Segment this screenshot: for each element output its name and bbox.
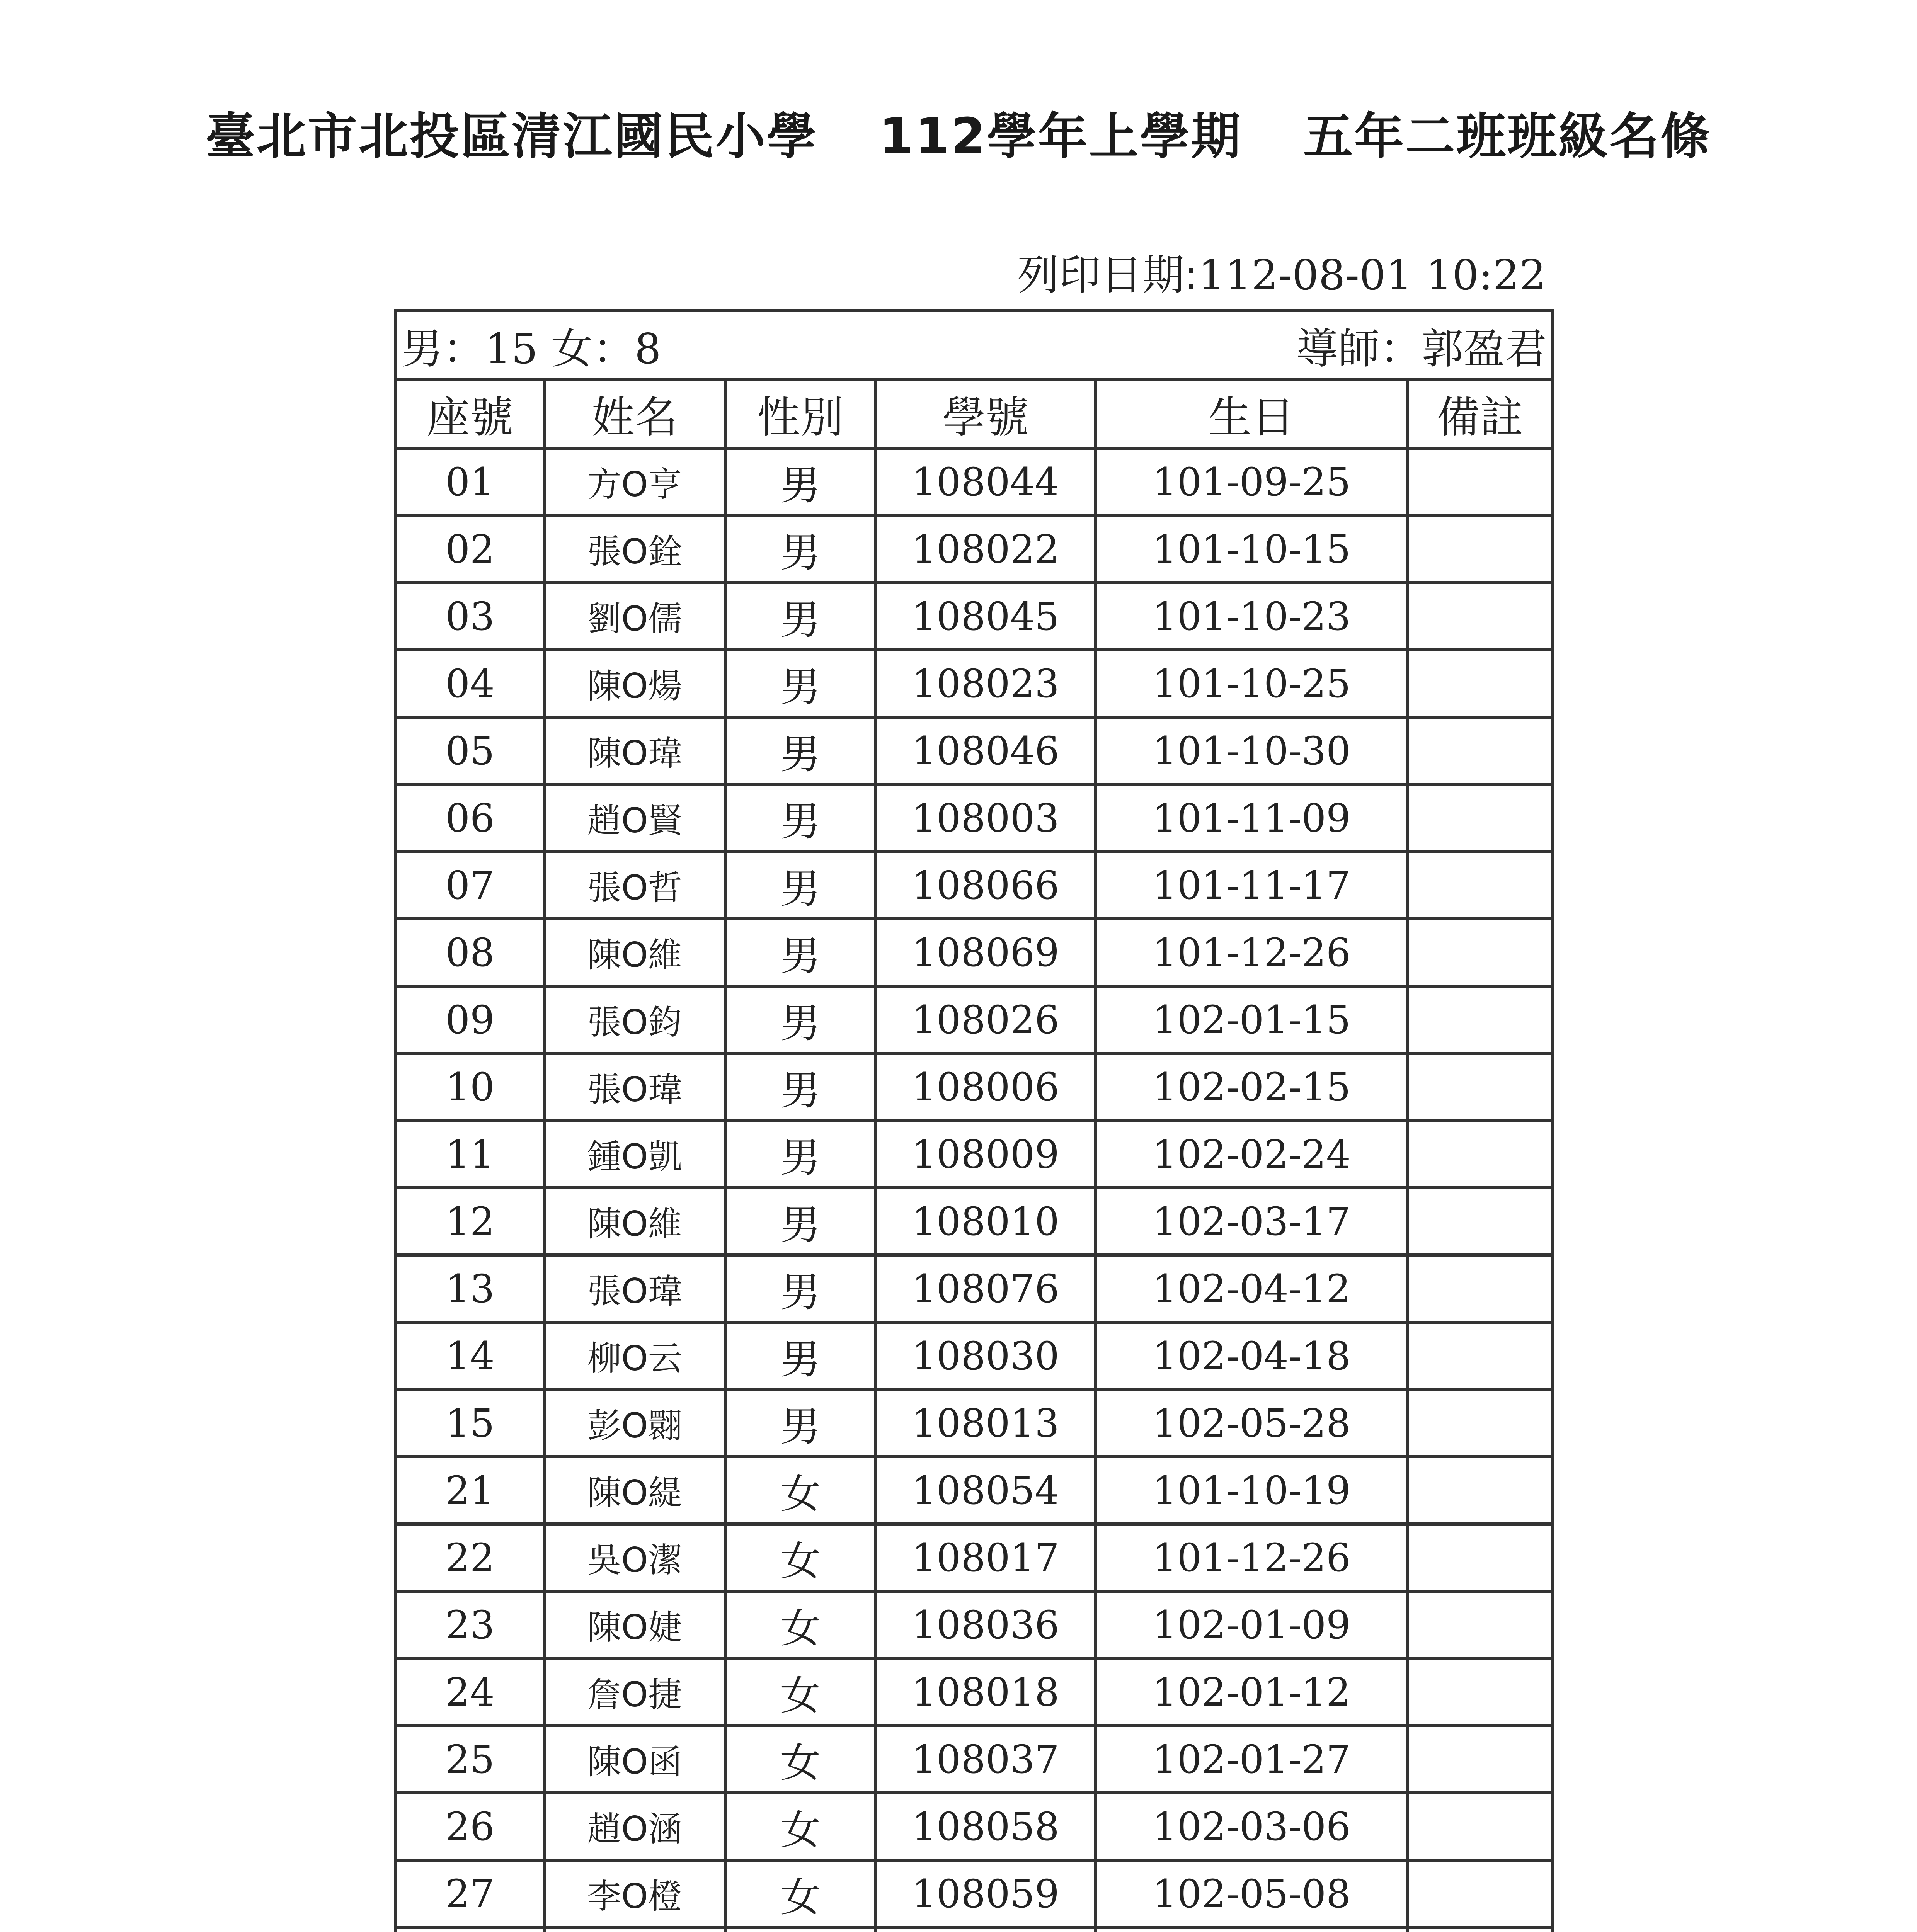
birthday-cell: 102-01-12 <box>1096 1658 1408 1726</box>
seat-cell: 26 <box>396 1793 544 1860</box>
gender-cell: 男 <box>725 1389 875 1457</box>
name-cell: 趙O涵 <box>544 1793 725 1860</box>
name-cell: 陳O函 <box>544 1726 725 1793</box>
gender-cell: 男 <box>725 583 875 650</box>
roster-body <box>396 448 1552 1932</box>
name-cell: 陳O維 <box>544 919 725 986</box>
seat-cell: 06 <box>396 784 544 852</box>
birthday-cell: 102-01-09 <box>1096 1591 1408 1658</box>
table-row <box>396 1927 1552 1932</box>
birthday-cell: 102-05-08 <box>1096 1860 1408 1927</box>
student-id-cell: 108058 <box>875 1793 1095 1860</box>
table-row <box>396 1188 1552 1255</box>
table-row <box>396 1457 1552 1524</box>
table-row <box>396 515 1552 583</box>
gender-cell: 男 <box>725 986 875 1053</box>
seat-cell: 24 <box>396 1658 544 1726</box>
seat-cell: 27 <box>396 1860 544 1927</box>
note-cell <box>1408 986 1552 1053</box>
seat-cell: 09 <box>396 986 544 1053</box>
name-cell: 陳O婕 <box>544 1591 725 1658</box>
table-row <box>396 1658 1552 1726</box>
note-cell <box>1408 1793 1552 1860</box>
birthday-cell: 101-12-26 <box>1096 919 1408 986</box>
seat-cell: 21 <box>396 1457 544 1524</box>
name-cell: 彭O翾 <box>544 1389 725 1457</box>
student-id-cell: 108026 <box>875 986 1095 1053</box>
gender-cell: 女 <box>725 1457 875 1524</box>
male-count: 15 <box>485 325 538 373</box>
teacher-info <box>875 311 1552 379</box>
table-row <box>396 650 1552 717</box>
male-label: 男： <box>401 325 485 373</box>
seat-cell: 10 <box>396 1053 544 1121</box>
birthday-cell: 102-04-12 <box>1096 1255 1408 1322</box>
name-cell: 柳O云 <box>544 1322 725 1389</box>
seat-cell: 01 <box>396 448 544 515</box>
print-date <box>1017 242 1546 301</box>
gender-cell: 女 <box>725 1860 875 1927</box>
name-cell: 張O瑋 <box>544 1255 725 1322</box>
table-row <box>396 1389 1552 1457</box>
female-count: 8 <box>634 325 661 373</box>
gender-cell: 男 <box>725 448 875 515</box>
header-note: 備註 <box>1408 379 1552 448</box>
table-row <box>396 1726 1552 1793</box>
roster-title: 五年二班班級名條 <box>1303 108 1712 165</box>
seat-cell: 02 <box>396 515 544 583</box>
birthday-cell <box>1096 1927 1408 1932</box>
header-seat: 座號 <box>396 379 544 448</box>
name-cell: 張O銓 <box>544 515 725 583</box>
name-cell: 陳O煬 <box>544 650 725 717</box>
name-cell: 李O橙 <box>544 1860 725 1927</box>
teacher-label: 導師： <box>1296 325 1422 373</box>
birthday-cell: 101-10-30 <box>1096 717 1408 784</box>
note-cell <box>1408 1389 1552 1457</box>
birthday-cell: 102-03-17 <box>1096 1188 1408 1255</box>
summary-row <box>396 311 1552 379</box>
table-row <box>396 1255 1552 1322</box>
gender-cell: 男 <box>725 1255 875 1322</box>
header-name: 姓名 <box>544 379 725 448</box>
school-name: 臺北市北投區清江國民小學 <box>205 108 818 165</box>
roster-table <box>394 309 1554 1932</box>
birthday-cell: 102-01-15 <box>1096 986 1408 1053</box>
birthday-cell: 101-12-26 <box>1096 1524 1408 1591</box>
seat-cell <box>396 1927 544 1932</box>
seat-cell: 04 <box>396 650 544 717</box>
table-row <box>396 1053 1552 1121</box>
note-cell <box>1408 852 1552 919</box>
gender-cell <box>725 1927 875 1932</box>
note-cell <box>1408 1860 1552 1927</box>
gender-cell: 男 <box>725 1121 875 1188</box>
note-cell <box>1408 1927 1552 1932</box>
header-gender: 性別 <box>725 379 875 448</box>
birthday-cell: 101-10-23 <box>1096 583 1408 650</box>
student-id-cell <box>875 1927 1095 1932</box>
birthday-cell: 101-09-25 <box>1096 448 1408 515</box>
table-row <box>396 1121 1552 1188</box>
note-cell <box>1408 784 1552 852</box>
birthday-cell: 102-04-18 <box>1096 1322 1408 1389</box>
female-label: 女： <box>551 325 635 373</box>
birthday-cell: 101-10-15 <box>1096 515 1408 583</box>
seat-cell: 14 <box>396 1322 544 1389</box>
seat-cell: 22 <box>396 1524 544 1591</box>
student-id-cell: 108022 <box>875 515 1095 583</box>
name-cell: 張O鈞 <box>544 986 725 1053</box>
name-cell: 陳O維 <box>544 1188 725 1255</box>
student-id-cell: 108044 <box>875 448 1095 515</box>
print-date-value: 112-08-01 10:22 <box>1198 251 1546 299</box>
seat-cell: 25 <box>396 1726 544 1793</box>
name-cell: 方O亨 <box>544 448 725 515</box>
gender-cell: 男 <box>725 852 875 919</box>
student-id-cell: 108076 <box>875 1255 1095 1322</box>
note-cell <box>1408 1322 1552 1389</box>
gender-cell: 男 <box>725 515 875 583</box>
seat-cell: 11 <box>396 1121 544 1188</box>
name-cell: 陳O緹 <box>544 1457 725 1524</box>
gender-cell: 男 <box>725 650 875 717</box>
seat-cell: 13 <box>396 1255 544 1322</box>
note-cell <box>1408 1255 1552 1322</box>
note-cell <box>1408 919 1552 986</box>
name-cell: 陳O瑋 <box>544 717 725 784</box>
print-date-label: 列印日期: <box>1017 251 1199 299</box>
table-row <box>396 1591 1552 1658</box>
seat-cell: 12 <box>396 1188 544 1255</box>
header-row <box>396 379 1552 448</box>
gender-cell: 男 <box>725 919 875 986</box>
name-cell: 鍾O凱 <box>544 1121 725 1188</box>
seat-cell: 15 <box>396 1389 544 1457</box>
student-id-cell: 108030 <box>875 1322 1095 1389</box>
gender-cell: 男 <box>725 1322 875 1389</box>
document-title <box>0 97 1917 168</box>
name-cell: 張O瑋 <box>544 1053 725 1121</box>
student-id-cell: 108066 <box>875 852 1095 919</box>
name-cell: 趙O賢 <box>544 784 725 852</box>
table-row <box>396 717 1552 784</box>
seat-cell: 05 <box>396 717 544 784</box>
birthday-cell: 101-11-17 <box>1096 852 1408 919</box>
student-id-cell: 108036 <box>875 1591 1095 1658</box>
table-row <box>396 1860 1552 1927</box>
gender-cell: 女 <box>725 1793 875 1860</box>
student-id-cell: 108054 <box>875 1457 1095 1524</box>
gender-cell: 女 <box>725 1524 875 1591</box>
gender-cell: 女 <box>725 1726 875 1793</box>
birthday-cell: 101-10-19 <box>1096 1457 1408 1524</box>
note-cell <box>1408 515 1552 583</box>
note-cell <box>1408 448 1552 515</box>
student-id-cell: 108017 <box>875 1524 1095 1591</box>
student-id-cell: 108045 <box>875 583 1095 650</box>
note-cell <box>1408 1053 1552 1121</box>
student-id-cell: 108037 <box>875 1726 1095 1793</box>
table-row <box>396 1793 1552 1860</box>
note-cell <box>1408 583 1552 650</box>
table-row <box>396 1524 1552 1591</box>
seat-cell: 08 <box>396 919 544 986</box>
term-label: 112學年上學期 <box>879 108 1242 165</box>
gender-cell: 男 <box>725 1188 875 1255</box>
name-cell: 劉O儒 <box>544 583 725 650</box>
student-id-cell: 108059 <box>875 1860 1095 1927</box>
teacher-name: 郭盈君 <box>1421 325 1547 373</box>
table-row <box>396 784 1552 852</box>
note-cell <box>1408 1188 1552 1255</box>
gender-cell: 女 <box>725 1591 875 1658</box>
table-row <box>396 583 1552 650</box>
table-row <box>396 448 1552 515</box>
note-cell <box>1408 650 1552 717</box>
student-id-cell: 108009 <box>875 1121 1095 1188</box>
student-id-cell: 108018 <box>875 1658 1095 1726</box>
note-cell <box>1408 1658 1552 1726</box>
gender-cell: 男 <box>725 784 875 852</box>
gender-cell: 男 <box>725 717 875 784</box>
note-cell <box>1408 1591 1552 1658</box>
seat-cell: 03 <box>396 583 544 650</box>
gender-counts <box>396 311 875 379</box>
gender-cell: 女 <box>725 1658 875 1726</box>
note-cell <box>1408 1457 1552 1524</box>
name-cell: 詹O捷 <box>544 1658 725 1726</box>
note-cell <box>1408 1524 1552 1591</box>
note-cell <box>1408 1121 1552 1188</box>
table-row <box>396 852 1552 919</box>
student-id-cell: 108010 <box>875 1188 1095 1255</box>
gender-cell: 男 <box>725 1053 875 1121</box>
note-cell <box>1408 717 1552 784</box>
header-student-id: 學號 <box>875 379 1095 448</box>
table-row <box>396 986 1552 1053</box>
birthday-cell: 102-02-24 <box>1096 1121 1408 1188</box>
name-cell <box>544 1927 725 1932</box>
table-row <box>396 1322 1552 1389</box>
birthday-cell: 102-03-06 <box>1096 1793 1408 1860</box>
student-id-cell: 108069 <box>875 919 1095 986</box>
birthday-cell: 101-11-09 <box>1096 784 1408 852</box>
table-row <box>396 919 1552 986</box>
name-cell: 張O哲 <box>544 852 725 919</box>
student-id-cell: 108003 <box>875 784 1095 852</box>
birthday-cell: 101-10-25 <box>1096 650 1408 717</box>
student-id-cell: 108023 <box>875 650 1095 717</box>
header-birthday: 生日 <box>1096 379 1408 448</box>
name-cell: 吳O潔 <box>544 1524 725 1591</box>
student-id-cell: 108046 <box>875 717 1095 784</box>
seat-cell: 23 <box>396 1591 544 1658</box>
birthday-cell: 102-02-15 <box>1096 1053 1408 1121</box>
seat-cell: 07 <box>396 852 544 919</box>
birthday-cell: 102-01-27 <box>1096 1726 1408 1793</box>
student-id-cell: 108013 <box>875 1389 1095 1457</box>
note-cell <box>1408 1726 1552 1793</box>
birthday-cell: 102-05-28 <box>1096 1389 1408 1457</box>
student-id-cell: 108006 <box>875 1053 1095 1121</box>
